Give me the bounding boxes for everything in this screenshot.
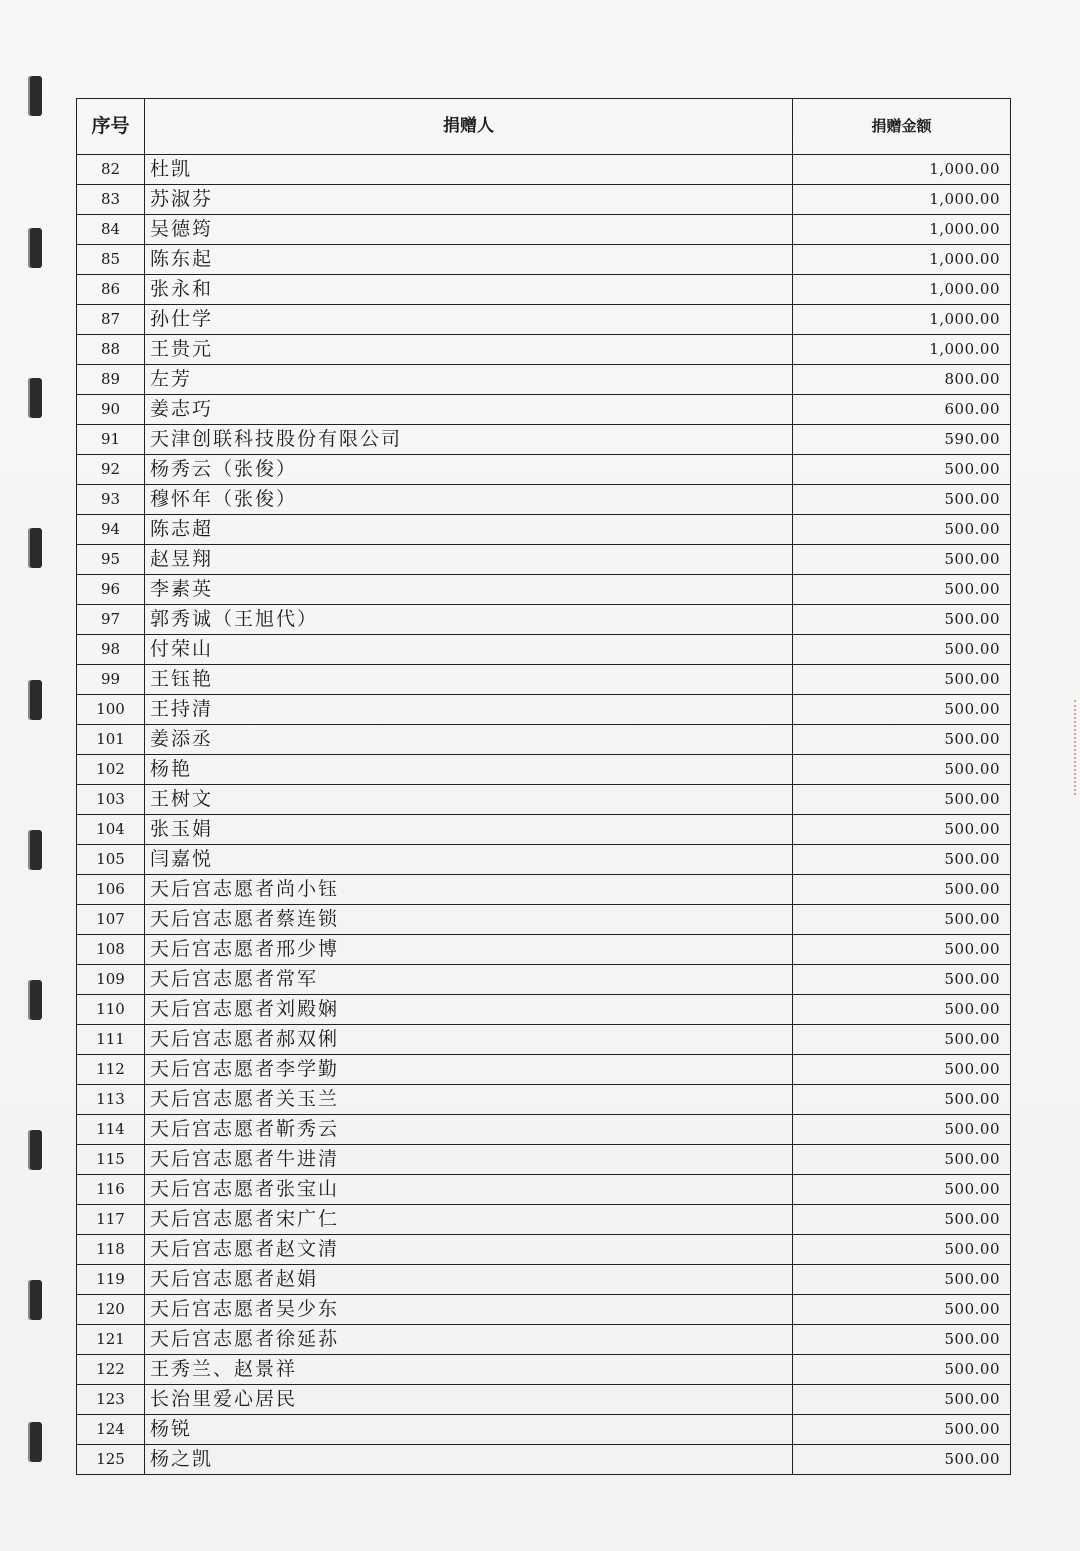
row-donation-amount: 500.00 <box>793 725 1011 755</box>
row-donor-name: 天后宫志愿者靳秀云 <box>145 1115 793 1145</box>
row-donor-name: 郭秀诚（王旭代） <box>145 605 793 635</box>
table-row <box>77 1385 1011 1415</box>
table-row <box>77 1415 1011 1445</box>
table-row <box>77 185 1011 215</box>
binder-hole <box>28 1280 42 1320</box>
table-row <box>77 275 1011 305</box>
page-edge-mark <box>1071 700 1076 795</box>
row-serial-number: 98 <box>77 635 145 665</box>
row-donation-amount: 500.00 <box>793 635 1011 665</box>
row-donor-name: 姜志巧 <box>145 395 793 425</box>
table-row <box>77 755 1011 785</box>
table-row <box>77 1055 1011 1085</box>
row-serial-number: 105 <box>77 845 145 875</box>
row-donor-name: 苏淑芬 <box>145 185 793 215</box>
row-donor-name: 天后宫志愿者赵娟 <box>145 1265 793 1295</box>
row-serial-number: 118 <box>77 1235 145 1265</box>
row-serial-number: 88 <box>77 335 145 365</box>
row-serial-number: 83 <box>77 185 145 215</box>
row-serial-number: 84 <box>77 215 145 245</box>
row-donor-name: 王树文 <box>145 785 793 815</box>
binder-hole <box>28 528 42 568</box>
row-donation-amount: 500.00 <box>793 1295 1011 1325</box>
table-row <box>77 335 1011 365</box>
row-donor-name: 天后宫志愿者徐延荪 <box>145 1325 793 1355</box>
row-donor-name: 张永和 <box>145 275 793 305</box>
row-serial-number: 94 <box>77 515 145 545</box>
table-row <box>77 455 1011 485</box>
binder-hole <box>28 378 42 418</box>
row-donor-name: 杨秀云（张俊） <box>145 455 793 485</box>
row-donor-name: 杜凯 <box>145 155 793 185</box>
row-donation-amount: 500.00 <box>793 845 1011 875</box>
table-row <box>77 1175 1011 1205</box>
header-amount: 捐赠金额 <box>793 99 1011 155</box>
table-row <box>77 695 1011 725</box>
row-donation-amount: 600.00 <box>793 395 1011 425</box>
row-donor-name: 王持清 <box>145 695 793 725</box>
row-donation-amount: 500.00 <box>793 515 1011 545</box>
table-row <box>77 815 1011 845</box>
row-donor-name: 天后宫志愿者常军 <box>145 965 793 995</box>
row-donor-name: 赵昱翔 <box>145 545 793 575</box>
table-row <box>77 395 1011 425</box>
row-serial-number: 82 <box>77 155 145 185</box>
row-donor-name: 王钰艳 <box>145 665 793 695</box>
row-donor-name: 天后宫志愿者郝双俐 <box>145 1025 793 1055</box>
row-donor-name: 杨锐 <box>145 1415 793 1445</box>
row-donation-amount: 500.00 <box>793 1205 1011 1235</box>
row-donor-name: 张玉娟 <box>145 815 793 845</box>
row-donor-name: 李素英 <box>145 575 793 605</box>
row-donation-amount: 500.00 <box>793 1175 1011 1205</box>
header-donor: 捐赠人 <box>145 99 793 155</box>
row-donation-amount: 1,000.00 <box>793 155 1011 185</box>
row-donor-name: 陈东起 <box>145 245 793 275</box>
table-row <box>77 545 1011 575</box>
row-serial-number: 89 <box>77 365 145 395</box>
row-serial-number: 112 <box>77 1055 145 1085</box>
table-row <box>77 215 1011 245</box>
row-donation-amount: 500.00 <box>793 965 1011 995</box>
table-row <box>77 995 1011 1025</box>
table-row <box>77 1265 1011 1295</box>
row-serial-number: 90 <box>77 395 145 425</box>
row-serial-number: 99 <box>77 665 145 695</box>
row-donor-name: 天后宫志愿者宋广仁 <box>145 1205 793 1235</box>
row-serial-number: 101 <box>77 725 145 755</box>
table-row <box>77 965 1011 995</box>
table-row <box>77 365 1011 395</box>
row-serial-number: 115 <box>77 1145 145 1175</box>
row-donation-amount: 500.00 <box>793 1445 1011 1475</box>
row-donation-amount: 500.00 <box>793 815 1011 845</box>
row-donor-name: 天后宫志愿者邢少博 <box>145 935 793 965</box>
table-row <box>77 935 1011 965</box>
row-donation-amount: 1,000.00 <box>793 275 1011 305</box>
row-serial-number: 123 <box>77 1385 145 1415</box>
row-donation-amount: 1,000.00 <box>793 185 1011 215</box>
row-serial-number: 124 <box>77 1415 145 1445</box>
row-donor-name: 天津创联科技股份有限公司 <box>145 425 793 455</box>
row-serial-number: 87 <box>77 305 145 335</box>
row-donation-amount: 500.00 <box>793 1265 1011 1295</box>
row-donation-amount: 500.00 <box>793 1415 1011 1445</box>
binder-hole <box>28 1422 42 1462</box>
row-donation-amount: 1,000.00 <box>793 335 1011 365</box>
binder-hole <box>28 680 42 720</box>
table-header-row <box>77 99 1011 155</box>
row-donation-amount: 500.00 <box>793 605 1011 635</box>
row-donor-name: 杨艳 <box>145 755 793 785</box>
binder-hole <box>28 228 42 268</box>
row-serial-number: 93 <box>77 485 145 515</box>
table-row <box>77 245 1011 275</box>
row-serial-number: 114 <box>77 1115 145 1145</box>
row-serial-number: 92 <box>77 455 145 485</box>
row-donation-amount: 500.00 <box>793 1115 1011 1145</box>
row-donor-name: 长治里爱心居民 <box>145 1385 793 1415</box>
donation-table-container <box>76 98 1010 1475</box>
row-donation-amount: 500.00 <box>793 1055 1011 1085</box>
row-donation-amount: 500.00 <box>793 455 1011 485</box>
row-donor-name: 天后宫志愿者张宝山 <box>145 1175 793 1205</box>
row-donor-name: 王秀兰、赵景祥 <box>145 1355 793 1385</box>
row-donor-name: 天后宫志愿者尚小钰 <box>145 875 793 905</box>
table-row <box>77 605 1011 635</box>
row-donation-amount: 500.00 <box>793 575 1011 605</box>
row-serial-number: 113 <box>77 1085 145 1115</box>
row-serial-number: 111 <box>77 1025 145 1055</box>
row-donation-amount: 500.00 <box>793 905 1011 935</box>
table-row <box>77 305 1011 335</box>
binder-hole <box>28 1130 42 1170</box>
row-serial-number: 96 <box>77 575 145 605</box>
row-donor-name: 左芳 <box>145 365 793 395</box>
table-row <box>77 1355 1011 1385</box>
table-row <box>77 665 1011 695</box>
row-donation-amount: 500.00 <box>793 545 1011 575</box>
row-donor-name: 天后宫志愿者吴少东 <box>145 1295 793 1325</box>
row-donor-name: 天后宫志愿者蔡连锁 <box>145 905 793 935</box>
table-row <box>77 1445 1011 1475</box>
row-serial-number: 125 <box>77 1445 145 1475</box>
donation-table <box>76 98 1011 1475</box>
table-row <box>77 635 1011 665</box>
table-row <box>77 575 1011 605</box>
row-serial-number: 121 <box>77 1325 145 1355</box>
row-serial-number: 86 <box>77 275 145 305</box>
row-serial-number: 122 <box>77 1355 145 1385</box>
row-serial-number: 85 <box>77 245 145 275</box>
row-donor-name: 天后宫志愿者牛进清 <box>145 1145 793 1175</box>
row-donation-amount: 500.00 <box>793 1235 1011 1265</box>
row-donation-amount: 800.00 <box>793 365 1011 395</box>
row-donation-amount: 500.00 <box>793 1085 1011 1115</box>
row-donor-name: 穆怀年（张俊） <box>145 485 793 515</box>
row-serial-number: 97 <box>77 605 145 635</box>
row-serial-number: 107 <box>77 905 145 935</box>
table-row <box>77 725 1011 755</box>
binder-hole <box>28 830 42 870</box>
row-donor-name: 吴德筠 <box>145 215 793 245</box>
row-donation-amount: 500.00 <box>793 935 1011 965</box>
row-donor-name: 陈志超 <box>145 515 793 545</box>
row-donation-amount: 500.00 <box>793 1145 1011 1175</box>
row-donation-amount: 500.00 <box>793 1355 1011 1385</box>
row-serial-number: 103 <box>77 785 145 815</box>
table-row <box>77 1205 1011 1235</box>
row-donation-amount: 500.00 <box>793 785 1011 815</box>
row-serial-number: 110 <box>77 995 145 1025</box>
row-donation-amount: 500.00 <box>793 695 1011 725</box>
table-row <box>77 485 1011 515</box>
row-donation-amount: 1,000.00 <box>793 245 1011 275</box>
table-row <box>77 1235 1011 1265</box>
row-donor-name: 姜添丞 <box>145 725 793 755</box>
row-donation-amount: 590.00 <box>793 425 1011 455</box>
row-donation-amount: 500.00 <box>793 1385 1011 1415</box>
row-serial-number: 100 <box>77 695 145 725</box>
row-donor-name: 杨之凯 <box>145 1445 793 1475</box>
table-row <box>77 1025 1011 1055</box>
row-donor-name: 天后宫志愿者李学勤 <box>145 1055 793 1085</box>
row-donation-amount: 500.00 <box>793 1325 1011 1355</box>
row-serial-number: 104 <box>77 815 145 845</box>
table-row <box>77 1295 1011 1325</box>
row-donation-amount: 1,000.00 <box>793 305 1011 335</box>
row-donation-amount: 1,000.00 <box>793 215 1011 245</box>
row-serial-number: 116 <box>77 1175 145 1205</box>
binder-hole <box>28 76 42 116</box>
row-serial-number: 117 <box>77 1205 145 1235</box>
table-body <box>77 155 1011 1475</box>
table-row <box>77 905 1011 935</box>
table-row <box>77 425 1011 455</box>
table-row <box>77 845 1011 875</box>
row-serial-number: 106 <box>77 875 145 905</box>
row-serial-number: 95 <box>77 545 145 575</box>
row-donor-name: 孙仕学 <box>145 305 793 335</box>
row-serial-number: 91 <box>77 425 145 455</box>
header-serial-number: 序号 <box>77 99 145 155</box>
table-row <box>77 785 1011 815</box>
row-donation-amount: 500.00 <box>793 485 1011 515</box>
table-row <box>77 1325 1011 1355</box>
row-donor-name: 付荣山 <box>145 635 793 665</box>
table-row <box>77 1085 1011 1115</box>
row-donation-amount: 500.00 <box>793 1025 1011 1055</box>
row-serial-number: 108 <box>77 935 145 965</box>
row-donation-amount: 500.00 <box>793 665 1011 695</box>
binder-hole <box>28 980 42 1020</box>
row-donation-amount: 500.00 <box>793 755 1011 785</box>
table-row <box>77 875 1011 905</box>
table-row <box>77 1145 1011 1175</box>
row-donor-name: 天后宫志愿者关玉兰 <box>145 1085 793 1115</box>
row-serial-number: 109 <box>77 965 145 995</box>
row-donation-amount: 500.00 <box>793 875 1011 905</box>
table-row <box>77 1115 1011 1145</box>
row-serial-number: 119 <box>77 1265 145 1295</box>
table-row <box>77 155 1011 185</box>
row-donor-name: 天后宫志愿者刘殿娴 <box>145 995 793 1025</box>
row-donation-amount: 500.00 <box>793 995 1011 1025</box>
row-donor-name: 天后宫志愿者赵文清 <box>145 1235 793 1265</box>
row-donor-name: 王贵元 <box>145 335 793 365</box>
row-donor-name: 闫嘉悦 <box>145 845 793 875</box>
row-serial-number: 120 <box>77 1295 145 1325</box>
table-row <box>77 515 1011 545</box>
row-serial-number: 102 <box>77 755 145 785</box>
